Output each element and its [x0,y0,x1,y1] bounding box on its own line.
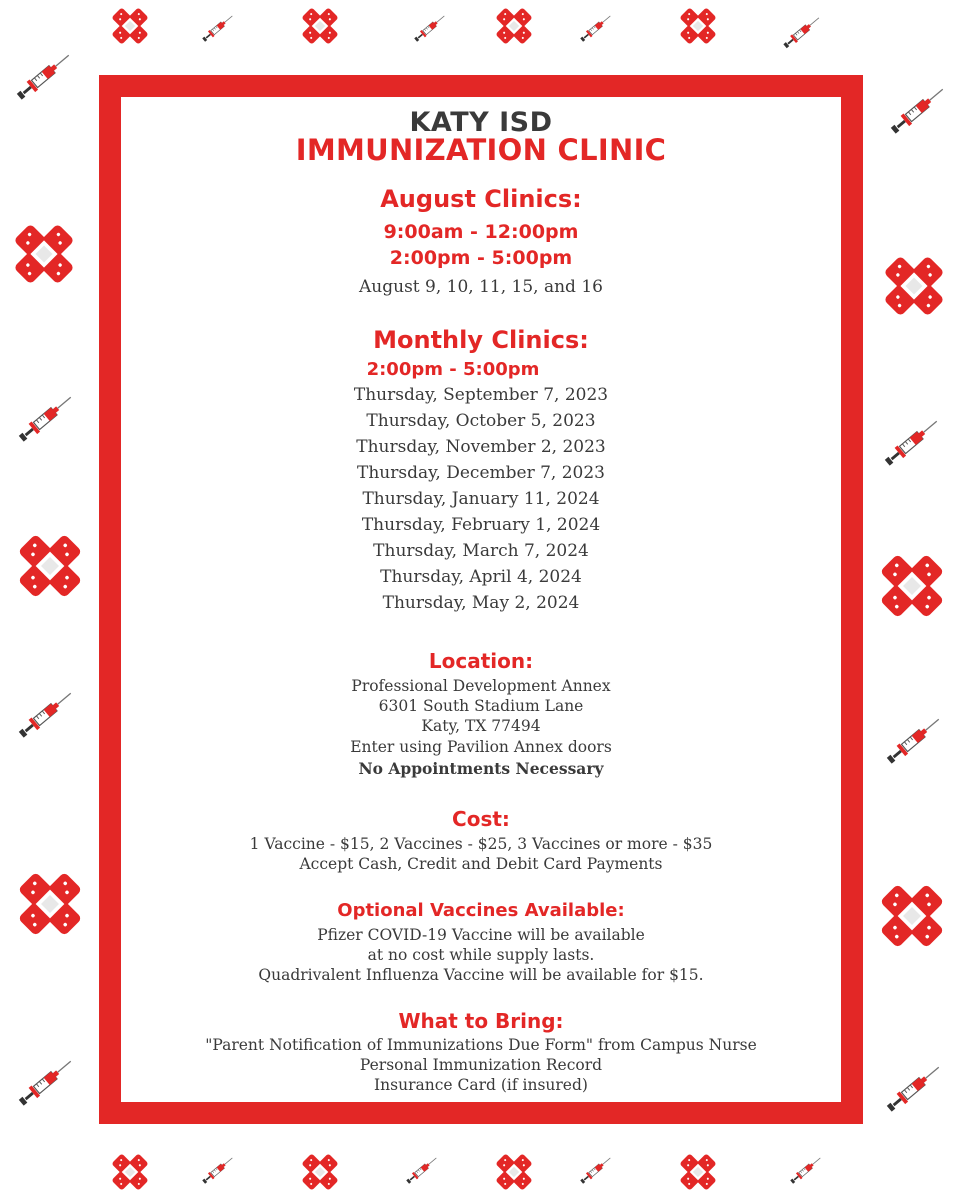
syringe-icon [574,1148,618,1192]
bandage-icon [108,4,152,48]
page-title: IMMUNIZATION CLINIC [295,133,667,167]
org-title: KATY ISD [409,107,553,138]
bandage-icon [12,528,88,604]
bandage-icon [108,1150,152,1194]
location-line: Katy, TX 77494 [421,717,541,735]
bandage-icon [298,1150,342,1194]
bandage-icon [676,1150,720,1194]
bring-line: Personal Immunization Record [359,1056,603,1074]
august-dates: August 9, 10, 11, 15, and 16 [359,277,603,297]
bandage-icon [676,4,720,48]
bring-heading: What to Bring: [398,1009,564,1033]
august-time-2: 2:00pm - 5:00pm [389,247,573,269]
syringe-icon [8,1044,84,1120]
syringe-icon [408,6,452,50]
syringe-icon [776,6,828,58]
flyer-panel [121,97,841,1102]
optional-heading: Optional Vaccines Available: [337,900,625,921]
syringe-icon [874,404,950,480]
bandage-icon [12,866,88,942]
bandage-icon [492,4,536,48]
bring-line: Insurance Card (if insured) [374,1076,588,1094]
monthly-date: Thursday, March 7, 2024 [373,541,589,561]
location-line: Professional Development Annex [351,677,611,695]
optional-line: Pfizer COVID-19 Vaccine will be available [317,926,645,944]
syringe-icon [8,380,84,456]
monthly-date: Thursday, September 7, 2023 [353,385,609,405]
august-heading: August Clinics: [380,185,582,213]
appointment-note: No Appointments Necessary [358,759,604,778]
location-line: Enter using Pavilion Annex doors [350,738,612,756]
syringe-icon [6,38,82,114]
location-heading: Location: [428,649,534,673]
cost-line: 1 Vaccine - $15, 2 Vaccines - $25, 3 Vaccines or more - $35 [249,835,713,853]
cost-heading: Cost: [452,807,510,831]
monthly-time: 2:00pm - 5:00pm [366,359,540,380]
bandage-icon [8,218,80,290]
bandage-icon [874,548,950,624]
syringe-icon [876,1050,952,1126]
optional-line: at no cost while supply lasts. [367,946,595,964]
monthly-date: Thursday, November 2, 2023 [356,437,606,457]
bring-line: "Parent Notification of Immunizations Due Form" from Campus Nurse [205,1036,757,1054]
location-line: 6301 South Stadium Lane [378,697,584,715]
august-time-1: 9:00am - 12:00pm [383,221,579,243]
monthly-date: Thursday, May 2, 2024 [382,593,580,613]
bandage-icon [492,1150,536,1194]
syringe-icon [876,702,952,778]
syringe-icon [8,676,84,752]
syringe-icon [784,1148,828,1192]
cost-line: Accept Cash, Credit and Debit Card Payments [299,855,663,873]
syringe-icon [880,72,956,148]
syringe-icon [196,6,240,50]
syringe-icon [574,6,618,50]
monthly-date: Thursday, April 4, 2024 [380,567,582,587]
monthly-date: Thursday, October 5, 2023 [366,411,596,431]
syringe-icon [196,1148,240,1192]
optional-line: Quadrivalent Influenza Vaccine will be available for $15. [258,966,704,984]
monthly-date: Thursday, January 11, 2024 [362,489,600,509]
monthly-heading: Monthly Clinics: [373,326,589,354]
bandage-icon [298,4,342,48]
bandage-icon [874,878,950,954]
syringe-icon [400,1148,444,1192]
monthly-date: Thursday, February 1, 2024 [361,515,601,535]
bandage-icon [878,250,950,322]
monthly-date: Thursday, December 7, 2023 [356,463,605,483]
